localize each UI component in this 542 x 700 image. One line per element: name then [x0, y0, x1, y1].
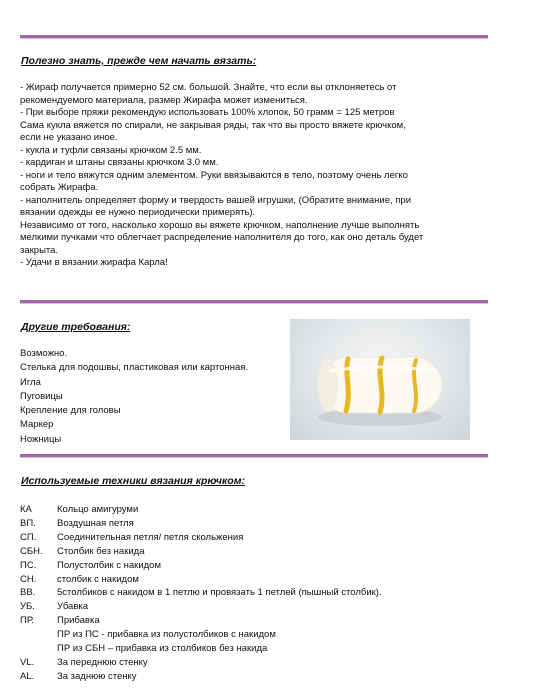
- tips-line: собрать Жирафа.: [20, 182, 99, 193]
- divider-middle: [20, 300, 488, 304]
- technique-item: [20, 545, 382, 559]
- tips-line: - Удачи в вязании жирафа Карла!: [20, 257, 168, 268]
- technique-text: ПР из СБН – прибавка из столбиков без накида: [57, 643, 268, 655]
- requirement-item: Возможно.: [20, 348, 68, 359]
- tips-line: рекомендуемого материала, размер Жирафа может измениться.: [20, 94, 308, 106]
- requirement-item: Пуговицы: [20, 390, 63, 402]
- technique-item: [20, 531, 382, 545]
- technique-code: ПР.: [20, 615, 35, 627]
- technique-code: СБН.: [20, 545, 43, 557]
- techniques-heading: Используемые техники вязания крючком:: [21, 475, 245, 487]
- tips-line: мелкими пучками что облегчает распределение наполнителя до того, как оно деталь будет: [20, 232, 424, 243]
- technique-code: СП.: [20, 531, 37, 543]
- technique-item: [20, 614, 382, 628]
- technique-code: УБ.: [20, 601, 35, 613]
- requirements-list: [20, 347, 248, 447]
- technique-item: [20, 600, 382, 614]
- technique-code: VL.: [20, 656, 35, 668]
- requirements-heading: Другие требования:: [21, 321, 131, 333]
- stuffing-roll-photo: [290, 319, 470, 440]
- technique-item: [20, 559, 382, 573]
- requirement-item: Маркер: [20, 419, 54, 431]
- technique-text: Столбик без накида: [57, 545, 145, 557]
- technique-subitem: [20, 642, 382, 656]
- technique-text: Прибавка: [57, 615, 100, 627]
- technique-text: ПР из ПС - прибавка из полустолбиков с накидом: [57, 629, 276, 641]
- technique-text: 5столбиков с накидом в 1 петлю и провязать 1 петлей (пышный столбик).: [57, 587, 382, 599]
- technique-text: столбик с накидом: [57, 573, 139, 585]
- technique-code: ПС.: [20, 559, 37, 571]
- tips-line: - Жираф получается примерно 52 см. большой. Знайте, что если вы отклоняетесь от: [20, 82, 397, 93]
- technique-code: ВВ.: [20, 587, 36, 599]
- requirement-item: Крепление для головы: [20, 405, 121, 417]
- divider-top: [20, 35, 488, 39]
- tips-line: закрыта.: [20, 244, 59, 256]
- tips-line: вязании одежды ее нужно периодически примерять).: [20, 207, 256, 218]
- technique-text: Убавка: [57, 601, 89, 613]
- technique-code: КА: [20, 504, 32, 515]
- tips-heading: Полезно знать, прежде чем начать вязать:: [21, 55, 257, 67]
- technique-item: [20, 670, 382, 684]
- tips-list: [20, 82, 500, 270]
- technique-item: [20, 586, 382, 600]
- technique-item: [20, 656, 382, 670]
- technique-item: [20, 573, 382, 587]
- stuffing-roll-image: [290, 319, 470, 440]
- technique-text: Полустолбик с накидом: [57, 559, 161, 571]
- technique-code: СН.: [20, 573, 37, 585]
- tips-line: - наполнитель определяет форму и твердость вашей игрушки, (Обратите внимание, при: [20, 194, 412, 206]
- requirement-item: Игла: [20, 376, 41, 388]
- requirement-item: Ножницы: [20, 433, 62, 445]
- requirement-item: Стелька для подошвы, пластиковая или картонная.: [20, 362, 249, 374]
- technique-item: [20, 503, 382, 517]
- tips-line: - При выборе пряжи рекомендую использовать 100% хлопок, 50 грамм = 125 метров: [20, 107, 395, 118]
- technique-code: AL.: [20, 670, 35, 682]
- technique-text: Соединительная петля/ петля скольжения: [57, 531, 244, 543]
- tips-line: Независимо от того, насколько хорошо вы вяжете крючком, наполнение лучше выполнять: [20, 219, 420, 231]
- technique-text: Кольцо амигуруми: [57, 504, 139, 515]
- tips-line: если не указано иное.: [20, 132, 118, 143]
- tips-line: - ноги и тело вяжутся одним элементом. Руки ввязываются в тело, поэтому очень легко: [20, 169, 408, 181]
- technique-item: [20, 517, 382, 531]
- techniques-list: [20, 503, 382, 684]
- technique-text: За заднюю стенку: [57, 670, 137, 682]
- tips-line: - кукла и туфли связаны крючком 2.5 мм.: [20, 144, 202, 156]
- tips-line: - кардиган и штаны связаны крючком 3.0 мм.: [20, 157, 219, 168]
- technique-subitem: [20, 628, 382, 642]
- divider-bottom: [20, 454, 488, 458]
- tips-line: Сама кукла вяжется по спирали, не закрывая ряды, так что вы просто вяжете крючком,: [20, 119, 406, 131]
- technique-code: ВП.: [20, 517, 36, 529]
- technique-text: Воздушная петля: [57, 517, 134, 529]
- technique-text: За переднюю стенку: [57, 656, 148, 668]
